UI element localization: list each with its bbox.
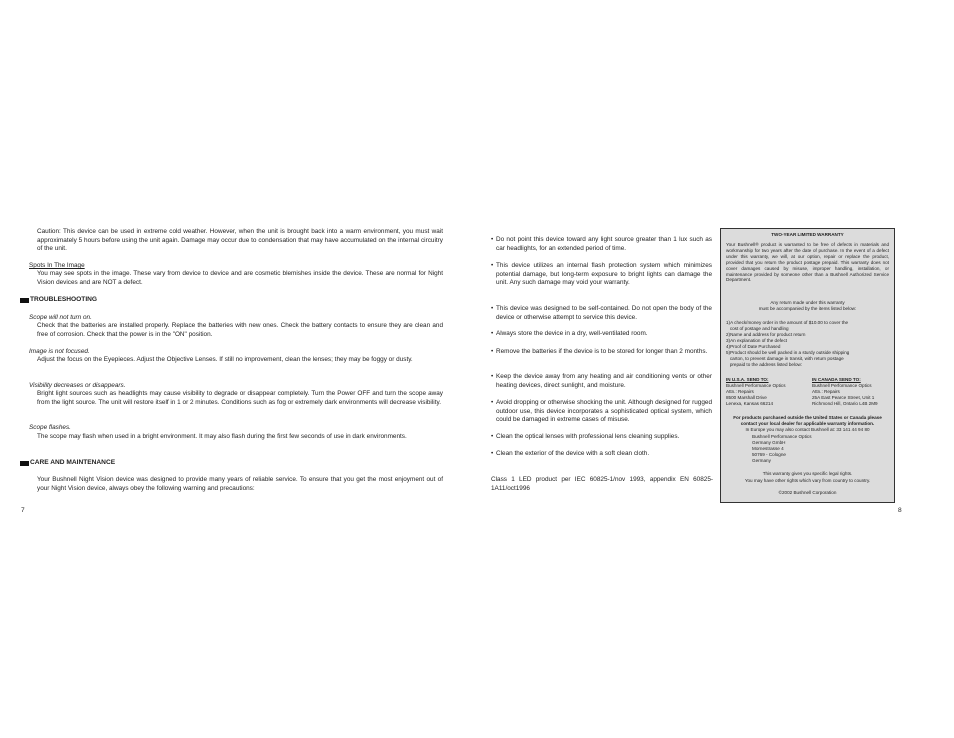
bullet-item: • Clean the exterior of the device with a soft clean cloth.: [491, 450, 650, 457]
warranty-return-line: Any return made under this warranty: [770, 300, 845, 305]
t3-title: Visibility decreases or disappears.: [29, 382, 126, 389]
warranty-item: 2)Name and address for product return: [726, 332, 806, 337]
t2-text: Adjust the focus on the Eyepieces. Adjust the Objective Lenses. If still no improvement, clean the lenses; they may be foggy or dusty.: [37, 356, 413, 363]
europe-address-line: Bushnell Performance Optics: [752, 434, 812, 439]
t4-text: The scope may flash when used in a bright environment. It may also flash during the first few seconds of use in dark environments.: [37, 433, 407, 440]
usa-address-line: Attn.: Repairs: [726, 389, 754, 394]
warranty-item: 3)An explanation of the defect: [726, 338, 788, 343]
canada-address-line: Attn.: Repairs: [812, 389, 840, 394]
bullet-item: • This device was designed to be self-contained. Do not open the body of the device or otherwise attempt to service this device.: [491, 305, 712, 321]
canada-heading: IN CANADA SEND TO:: [812, 377, 861, 382]
canada-address-line: Richmond Hill, Ontario L4B 2M9: [812, 401, 878, 406]
bullet-item: • Remove the batteries if the device is to be stored for longer than 2 months.: [491, 348, 708, 355]
spots-heading: Spots In The Image: [29, 262, 85, 269]
class-note: Class 1 LED product per IEC 60825-1/nov 1993, appendix EN 60825-1A11/oct1996: [491, 476, 713, 492]
warranty-body: Your Bushnell® product is warranted to be free of defects in materials and workmanship for two years after the date of purchase. In the event of a defect under this warranty, we will, at our option, repair or replace the product, provided that you return the product postage prepaid. This warranty does not cover damages caused by misuse, improper handling, installation, or maintenance provided by someone other than a Bushnell Authorized Service Department.: [726, 242, 889, 283]
rights-line: This warranty gives you specific legal rights.: [762, 471, 853, 476]
warranty-item: 1)A check/money order in the amount of $10.00 to cover the: [726, 320, 849, 325]
troubleshooting-heading: TROUBLESHOOTING: [20, 296, 97, 304]
care-heading: CARE AND MAINTENANCE: [20, 459, 115, 467]
warranty-item: 5)Product should be well packed in a sturdy outside shipping: [726, 350, 850, 355]
europe-address-line: Mornestrasse 4: [752, 446, 784, 451]
bullet-item: • Clean the optical lenses with professional lens cleaning supplies.: [491, 433, 680, 440]
warranty-box: [720, 228, 895, 503]
outside-note: For products purchased outside the United States or Canada please: [733, 415, 882, 420]
europe-address-line: 50769 - Cologne: [752, 452, 786, 457]
page-number-left: 7: [21, 507, 25, 514]
rights-line: You may have other rights which vary from country to country.: [744, 478, 871, 483]
care-paragraph: Your Bushnell Night Vision device was designed to provide many years of reliable service. To ensure that you get the most enjoyment out of your Night Vision device, always obey the following warning and precautions:: [37, 476, 443, 492]
bullet-item: • This device utilizes an internal flash protection system which minimizes potential damage, but long-term exposure to bright lights can damage the unit. Any such damage may void your warranty.: [491, 262, 712, 287]
canada-address-line: Bushnell Performance Optics: [812, 383, 872, 388]
warranty-title: TWO-YEAR LIMITED WARRANTY: [771, 232, 844, 237]
usa-heading: IN U.S.A. SEND TO:: [726, 377, 769, 382]
europe-address-line: Germany: [752, 458, 771, 463]
warranty-item: carton, to prevent damage in transit, with return postage: [726, 356, 844, 361]
warranty-item: 4)Proof of Date Purchased: [726, 344, 781, 349]
bullet-item: • Do not point this device toward any light source greater than 1 lux such as car headlights, for an extended period of time.: [491, 236, 712, 252]
t1-text: Check that the batteries are installed properly. Replace the batteries with new ones. Check the battery contacts to ensure they are clean and free of corrosion. Check that the power is in the "ON" position.: [37, 322, 443, 338]
section-marker-icon: [20, 298, 29, 303]
europe-contact: In Europe you may also contact Bushnell at: 33 141 44 94 80: [745, 427, 870, 432]
warranty-return-line: must be accompanied by the items listed below:: [758, 306, 857, 311]
canada-address-line: 25A East Pearce Street, Unit 1: [812, 395, 875, 400]
bullet-item: • Keep the device away from any heating and air conditioning vents or other heating devices, direct sunlight, and moisture.: [491, 373, 712, 389]
t1-title: Scope will not turn on.: [29, 314, 92, 321]
bullet-item: • Always store the device in a dry, well-ventilated room.: [491, 330, 648, 337]
warranty-item: prepaid to the address listed below:: [726, 362, 803, 367]
europe-address-line: Germany GmbH: [752, 440, 786, 445]
t4-title: Scope flashes.: [29, 424, 71, 431]
t3-text: Bright light sources such as headlights may cause visibility to degrade or disappear completely. Turn the Power OFF and turn the scope away from the light source. The unit will restore itself in 1 or 2 minutes. Conditions such as fog or extremely dark environments will decrease visibility.: [37, 390, 443, 406]
usa-address-line: 8500 Marshall Drive: [726, 395, 767, 400]
caution-paragraph: Caution: This device can be used in extreme cold weather. However, when the unit is brought back into a warm environment, you must wait approximately 5 hours before using the unit again. Damage may occur due to condensation that may have accumulated on the internal circuitry of the unit.: [37, 228, 443, 253]
spots-paragraph: You may see spots in the image. These vary from device to device and are cosmetic blemishes inside the device. These are normal for Night Vision devices and are NOT a defect.: [37, 270, 443, 286]
section-marker-icon: [20, 461, 29, 466]
outside-note: contact your local dealer for applicable warranty information.: [740, 421, 875, 426]
warranty-item: cost of postage and handling: [726, 326, 789, 331]
t2-title: Image is not focused.: [29, 348, 90, 355]
page-number-right: 8: [898, 507, 902, 514]
bullet-item: • Avoid dropping or otherwise shocking the unit. Although designed for rugged outdoor use, this device incorporates a sophisticated optical system, which could be damaged in extreme cases of misuse.: [491, 399, 712, 424]
usa-address-line: Bushnell Performance Optics: [726, 383, 786, 388]
copyright: ©2002 Bushnell Corporation: [778, 490, 837, 495]
usa-address-line: Lenexa, Kansas 66214: [726, 401, 773, 406]
